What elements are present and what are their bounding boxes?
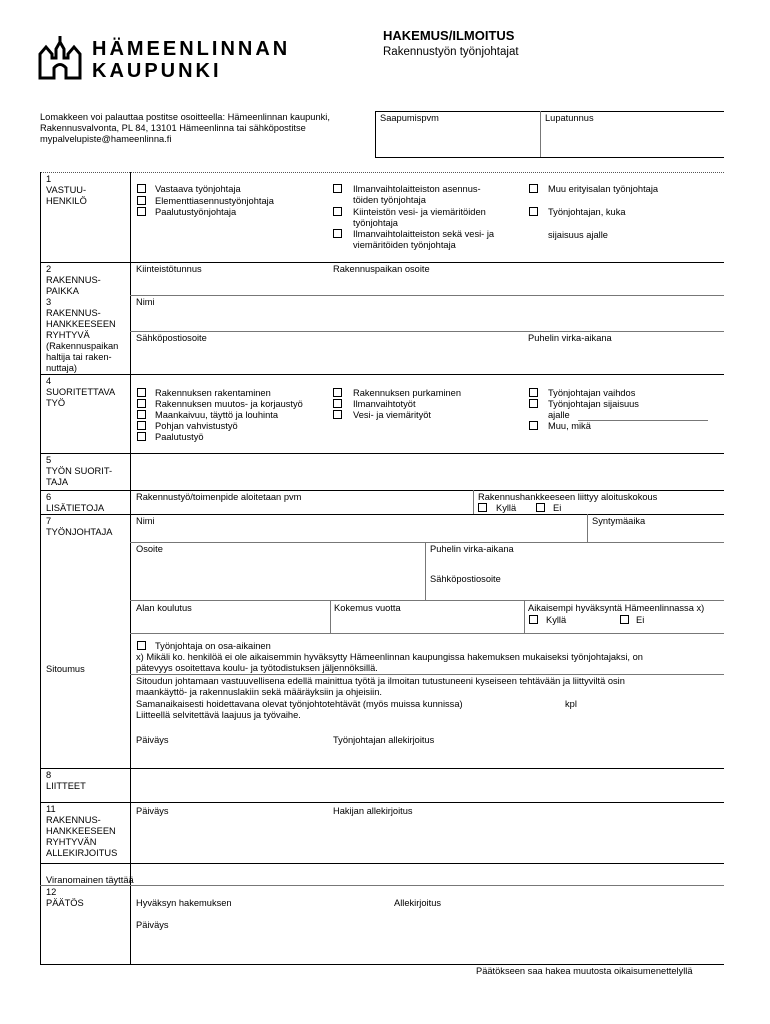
checkbox-foreman-change[interactable] [529, 388, 538, 397]
section8-label: 8 LIITTEET [46, 770, 86, 791]
checkbox-earlier-no[interactable] [620, 615, 629, 624]
section1-label: 1 VASTUU- HENKILÖ [46, 174, 87, 206]
option-foreman-substitution: Työnjohtajan sijaisuus [548, 399, 639, 409]
substitution-period-field[interactable] [578, 420, 708, 421]
concurrent-tasks-field[interactable] [510, 699, 560, 710]
foreman-name-field[interactable] [136, 528, 581, 540]
option-water-sewer-work: Vesi- ja viemärityöt [353, 410, 432, 420]
official-heading: Viranomainen täyttää [46, 875, 134, 885]
logo-line2: KAUPUNKI [92, 60, 222, 82]
option-foreman-change: Työnjohtajan vaihdos [548, 388, 636, 398]
section4-label: 4 SUORITETTAVA TYÖ [46, 376, 116, 408]
official-signature-field[interactable] [394, 910, 714, 920]
foreman-phone-label: Puhelin virka-aikana [430, 544, 514, 554]
section2-label: 2 RAKENNUS- PAIKKA [46, 264, 101, 296]
intro-line2: Rakennusvalvonta, PL 84, 13101 Hämeenlinna tai sähköpostitse [40, 123, 306, 133]
section11-label: 11 RAKENNUS- HANKKEESEEN RYHTYVÄN ALLEKIRJOITUS [46, 804, 118, 858]
option-ventilation-foreman: Ilmanvaihtolaitteiston asennus- töiden työnjohtaja [353, 184, 481, 205]
applicant-date-field[interactable] [136, 818, 326, 858]
commitment-text-line1: Sitoudun johtamaan vastuuvellisena edellä mainittua työtä ja ilmoitan tutustuneeni kyseiseen tehtävään ja liittyviltä osin [136, 676, 625, 686]
option-element-foreman: Elementtiasennustyönjohtaja [155, 196, 274, 206]
checkbox-other-work[interactable] [529, 421, 538, 430]
option-building-construction: Rakennuksen rakentaminen [155, 388, 271, 398]
checkbox-meeting-no[interactable] [536, 503, 545, 512]
experience-field[interactable] [334, 615, 519, 631]
substitution-period-label: ajalle [548, 410, 570, 420]
contractor-field[interactable] [136, 456, 716, 488]
checkbox-ventilation-water-foreman[interactable] [333, 229, 342, 238]
checkbox-meeting-yes[interactable] [478, 503, 487, 512]
site-address-label: Rakennuspaikan osoite [333, 264, 430, 274]
foreman-email-label: Sähköpostiosoite [430, 574, 501, 584]
applicant-phone-field[interactable] [528, 345, 718, 365]
checkbox-piling-foreman[interactable] [137, 207, 146, 216]
option-demolition: Rakennuksen purkaminen [353, 388, 462, 398]
section7-label: 7 TYÖNJOHTAJA [46, 516, 113, 537]
intro-line3: mypalvelupiste@hameenlinna.fi [40, 134, 172, 144]
checkbox-element-foreman[interactable] [137, 196, 146, 205]
official-date-label: Päiväys [136, 920, 169, 930]
applicant-name-label: Nimi [136, 297, 155, 307]
section3-label: 3 RAKENNUS- HANKKEESEEN RYHTYVÄ (Rakennuspaikan haltija tai raken- nuttaja) [46, 297, 119, 373]
scope-note: Liitteellä selvitettävä laajuus ja työvaihe. [136, 710, 301, 720]
checkbox-other-special-foreman[interactable] [529, 184, 538, 193]
option-other-special-foreman: Muu erityisalan työnjohtaja [548, 184, 659, 194]
option-responsible-foreman: Vastaava työnjohtaja [155, 184, 241, 194]
part-time-label: Työnjohtaja on osa-aikainen [155, 641, 271, 651]
section12-label: 12 PÄÄTÖS [46, 887, 84, 908]
form-subtitle: Rakennustyön työnjohtajat [383, 46, 519, 58]
experience-label: Kokemus vuotta [334, 603, 401, 613]
site-address-field[interactable] [333, 276, 718, 292]
earlier-yes-label: Kyllä [546, 615, 567, 625]
foreman-email-field[interactable] [430, 586, 718, 598]
meeting-yes-label: Kyllä [496, 503, 517, 513]
intro-line1: Lomakkeen voi palauttaa postitse osoitteella: Hämeenlinnan kaupunki, [40, 112, 330, 122]
applicant-email-field[interactable] [136, 345, 521, 365]
section6-label: 6 LISÄTIETOJA [46, 492, 105, 513]
checkbox-demolition[interactable] [333, 388, 342, 397]
city-logo-icon [37, 36, 83, 80]
option-foundation-reinforcement: Pohjan vahvistustyö [155, 421, 238, 431]
foreman-signature-label: Työnjohtajan allekirjoitus [333, 735, 435, 745]
start-date-label: Rakennustyö/toimenpide aloitetaan pvm [136, 492, 302, 502]
option-other-work: Muu, mikä [548, 421, 591, 431]
checkbox-ventilation-foreman[interactable] [333, 184, 342, 193]
received-date-label: Saapumispvm [380, 113, 439, 123]
foreman-phone-field[interactable] [430, 556, 718, 570]
commit-date-label: Päiväys [136, 735, 169, 745]
commit-date-field[interactable] [136, 748, 326, 766]
checkbox-earlier-yes[interactable] [529, 615, 538, 624]
concurrent-tasks-label: Samanaikaisesti hoidettavana olevat työnjohtotehtävät (myös muissa kunnissa) [136, 699, 463, 709]
applicant-phone-label: Puhelin virka-aikana [528, 333, 612, 343]
start-date-field[interactable] [136, 504, 466, 514]
checkbox-building-construction[interactable] [137, 388, 146, 397]
option-water-foreman: Kiinteistön vesi- ja viemäritöiden työnjohtaja [353, 207, 486, 228]
received-date-field[interactable] [380, 125, 535, 155]
approve-label: Hyväksyn hakemuksen [136, 898, 232, 908]
foreman-address-field[interactable] [136, 556, 421, 596]
property-id-label: Kiinteistötunnus [136, 264, 202, 274]
checkbox-piling-work[interactable] [137, 432, 146, 441]
checkbox-responsible-foreman[interactable] [137, 184, 146, 193]
education-label: Alan koulutus [136, 603, 192, 613]
checkbox-building-renovation[interactable] [137, 399, 146, 408]
applicant-signature-label: Hakijan allekirjoitus [333, 806, 413, 816]
checkbox-part-time[interactable] [137, 641, 146, 650]
concurrent-tasks-unit: kpl [565, 699, 577, 709]
checkbox-foundation-reinforcement[interactable] [137, 421, 146, 430]
foreman-birthdate-field[interactable] [592, 528, 718, 540]
checkbox-water-sewer-work[interactable] [333, 410, 342, 419]
option-piling-foreman: Paalutustyönjohtaja [155, 207, 237, 217]
applicant-date-label: Päiväys [136, 806, 169, 816]
official-date-field[interactable] [136, 932, 326, 960]
attachments-field[interactable] [136, 771, 716, 799]
applicant-email-label: Sähköpostiosoite [136, 333, 207, 343]
form-title: HAKEMUS/ILMOITUS [383, 28, 515, 43]
logo-line1: HÄMEENLINNAN [92, 38, 291, 60]
approval-note-line1: x) Mikäli ko. henkilöä ei ole aikaisemmin hyväksytty Hämeenlinnan kaupungissa hakemuksen mukaiseksi työnjohtajaksi, on [136, 652, 643, 662]
option-ventilation-water-foreman: Ilmanvaihtolaitteiston sekä vesi- ja viemäritöiden työnjohtaja [353, 229, 495, 250]
foreman-birthdate-label: Syntymäaika [592, 516, 646, 526]
option-substitute-foreman: Työnjohtajan, kuka [548, 207, 626, 217]
meeting-no-label: Ei [553, 503, 562, 513]
property-id-field[interactable] [136, 276, 326, 292]
permit-id-field[interactable] [545, 125, 720, 155]
checkbox-ventilation-work[interactable] [333, 399, 342, 408]
substitute-period-label: sijaisuus ajalle [548, 230, 608, 240]
checkbox-substitute-foreman[interactable] [529, 207, 538, 216]
commitment-label: Sitoumus [46, 664, 85, 674]
foreman-address-label: Osoite [136, 544, 163, 554]
commitment-text-line2: maankäyttö- ja rakennuslakiin sekä määräyksiin ja ohjeisiin. [136, 687, 382, 697]
permit-id-label: Lupatunnus [545, 113, 594, 123]
appeal-note: Päätökseen saa hakea muutosta oikaisumenettelyllä [476, 966, 693, 976]
option-excavation: Maankaivuu, täyttö ja louhinta [155, 410, 279, 420]
earlier-approval-label: Aikaisempi hyväksyntä Hämeenlinnassa x) [528, 603, 705, 613]
checkbox-water-foreman[interactable] [333, 207, 342, 216]
applicant-signature-field[interactable] [333, 818, 718, 858]
checkbox-foreman-substitution[interactable] [529, 399, 538, 408]
foreman-name-label: Nimi [136, 516, 155, 526]
official-signature-label: Allekirjoitus [394, 898, 442, 908]
option-ventilation-work: Ilmanvaihtotyöt [353, 399, 416, 409]
option-piling-work: Paalutustyö [155, 432, 204, 442]
foreman-signature-field[interactable] [333, 748, 718, 766]
checkbox-excavation[interactable] [137, 410, 146, 419]
earlier-no-label: Ei [636, 615, 645, 625]
education-field[interactable] [136, 615, 326, 631]
start-meeting-label: Rakennushankkeeseen liittyy aloituskokous [478, 492, 658, 502]
approval-note-line2: pätevyys osoitettava koulu- ja työtodistuksen jäljennöksillä. [136, 663, 378, 673]
section5-label: 5 TYÖN SUORIT- TAJA [46, 455, 113, 487]
applicant-name-field[interactable] [136, 309, 716, 329]
option-building-renovation: Rakennuksen muutos- ja korjaustyö [155, 399, 303, 409]
